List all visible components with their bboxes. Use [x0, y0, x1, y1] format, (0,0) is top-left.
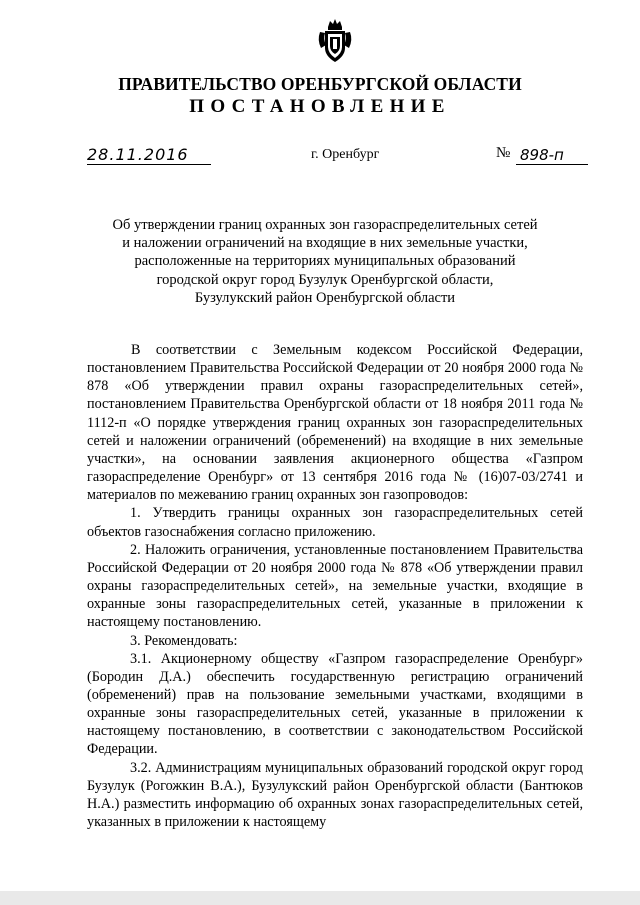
document-type: ПОСТАНОВЛЕНИЕ [189, 96, 451, 117]
title-line: Об утверждении границ охранных зон газораспределительных сетей [112, 217, 538, 233]
document-number-label: № [496, 145, 511, 161]
item-3-paragraph: 3. Рекомендовать: [130, 632, 238, 649]
preamble-paragraph: В соответствии с Земельным кодексом Российской Федерации, постановлением Правительства Российской Федерации от 20 ноября 2000 года № 878 «Об утверждении правил охраны газораспределительных сетей», постановлением Правительства Оренбургской области от 18 ноября 2011 года № 1112-п «О порядке утверждения границ охранных зон газораспределительных сетей и наложении ограничений (обременений) на входящие в них земельные участки», на основании заявления акционерного общества «Газпром газораспределение Оренбург» от 13 сентября 2016 года № (16)07-03/2741 и материалов по межеванию границ охранных зон газопроводов: [87, 342, 583, 504]
document-body [87, 341, 583, 831]
document-title [80, 216, 570, 307]
item-1-paragraph: 1. Утвердить границы охранных зон газораспределительных сетей объектов газоснабжения согласно приложению. [87, 505, 583, 540]
item-2-paragraph: 2. Наложить ограничения, установленные постановлением Правительства Российской Федерации от 20 ноября 2000 года № 878 «Об утверждении правил охраны газораспределительных сетей», на земельные участки, входящие в охранные зоны газораспределительных сетей, указанные в приложении к настоящему постановлению. [87, 541, 583, 631]
page-bottom-edge [0, 891, 640, 905]
item-3-2-paragraph: 3.2. Администрациям муниципальных образований городской округ город Бузулук (Рогожкин В.А.), Бузулукский район Оренбургской области (Бантюков Н.А.) разместить информацию об охранных зонах газораспределительных сетей, указанных в приложении к настоящему [87, 759, 583, 831]
title-line: городской округ город Бузулук Оренбургской области, [156, 271, 494, 288]
title-line: расположенные на территориях муниципальных образований [134, 253, 516, 270]
document-city: г. Оренбург [311, 147, 380, 162]
item-3-1-paragraph: 3.1. Акционерному обществу «Газпром газораспределение Оренбург» (Бородин Д.А.) обеспечить государственную регистрацию ограничений (обременений) прав на пользование земельными участками, входящими в охранные зоны газораспределительных сетей, указанные в приложении к настоящему постановлению, в соответствии с законодательством Российской Федерации. [87, 650, 583, 758]
document-date: 28.11.2016 [87, 146, 211, 165]
document-number: 898-п [516, 146, 588, 165]
title-line: и наложении ограничений на входящие в них земельные участки, [122, 235, 528, 252]
organization-name: ПРАВИТЕЛЬСТВО ОРЕНБУРГСКОЙ ОБЛАСТИ [118, 74, 522, 94]
title-line: Бузулукский район Оренбургской области [194, 289, 456, 306]
coat-of-arms-emblem [316, 18, 354, 64]
